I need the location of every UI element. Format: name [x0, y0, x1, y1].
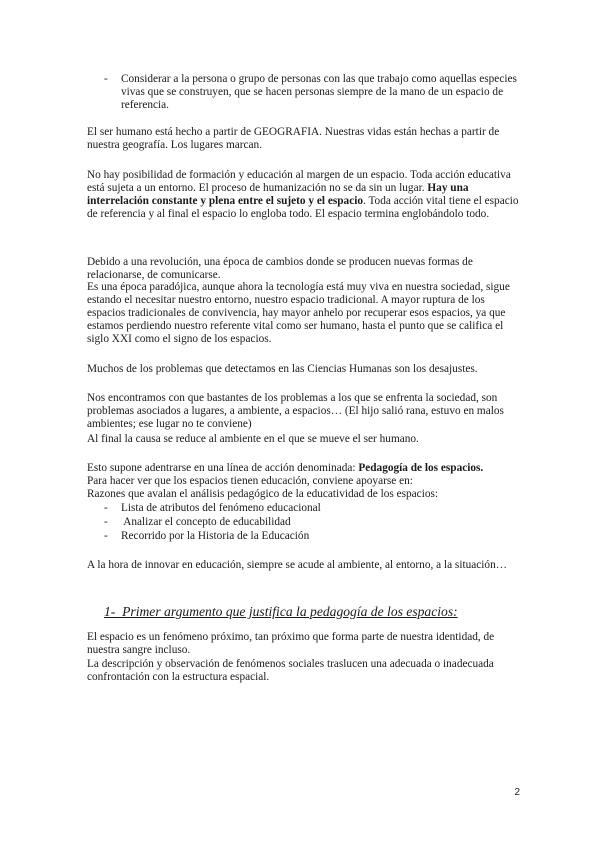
paragraph-pedagogia-text: Esto supone adentrarse en una línea de acción denominada: — [87, 462, 359, 474]
paragraph-desajustes: Muchos de los problemas que detectamos en las Ciencias Humanas son los desajustes. — [87, 363, 478, 375]
list-item: Lista de atributos del fenómeno educacional — [121, 502, 321, 514]
paragraph-geografia: El ser humano está hecho a partir de GEOGRAFIA. Nuestras vidas están hechas a partir de nuestra geografía. Los lugares marcan. — [87, 126, 500, 151]
paragraph-formacion-tail: . Toda acción vital tiene el espacio de referencia y al final el espacio lo engloba todo. El espacio termina englobándolo todo. — [87, 194, 519, 220]
paragraph-pedagogia — [87, 462, 519, 475]
paragraph-formacion-bold: Hay una interrelación constante y plena entre el sujeto y el espacio — [87, 181, 469, 207]
bullet-marker: - — [104, 73, 108, 85]
paragraph-formacion — [87, 169, 519, 221]
paragraph-pedagogia-bold: Pedagogía de los espacios. — [358, 462, 484, 474]
paragraph-revolucion: Debido a una revolución, una época de cambios donde se producen nuevas formas de relacionarse, de comunicarse. — [87, 256, 473, 281]
paragraph-problemas: Nos encontramos con que bastantes de los problemas a los que se enfrenta la sociedad, son problemas asociados a lugares, a ambiente, a espacios… (El hijo salió rana, estuvo en malos ambientes; ese lugar no te conviene) — [87, 392, 504, 430]
paragraph-apoyarse: Para hacer ver que los espacios tienen educación, conviene apoyarse en: — [87, 475, 413, 487]
section-heading: 1- Primer argumento que justifica la pedagogía de los espacios: — [104, 604, 458, 619]
intro-bullet-text: Considerar a la persona o grupo de personas con las que trabajo como aquellas especies vivas que se construyen, que se hacen personas siempre de la mano de un espacio de referencia. — [121, 73, 517, 111]
list-item: Analizar el concepto de educabilidad — [121, 516, 291, 528]
paragraph-causa: Al final la causa se reduce al ambiente en el que se mueve el ser humano. — [87, 433, 419, 445]
page-number: 2 — [514, 787, 520, 798]
paragraph-paradojica: Es una época paradójica, aunque ahora la tecnología está muy viva en nuestra sociedad, sigue estando el necesitar nuestro entorno, nuestro espacio tradicional. A mayor ruptura de los espacios tradicionales de convivencia, hay mayor anhelo por recuperar esos espacios, ya que estamos perdiendo nuestro referente vital como ser humano, hasta el punto que se califica el siglo XXI como el signo de los espacios. — [87, 281, 510, 345]
list-item-marker: - — [104, 530, 108, 542]
list-item-marker: - — [104, 502, 108, 514]
paragraph-razones: Razones que avalan el análisis pedagógico de la educatividad de los espacios: — [87, 488, 439, 500]
paragraph-espacio: El espacio es un fenómeno próximo, tan próximo que forma parte de nuestra identidad, de nuestra sangre incluso. — [87, 631, 495, 656]
paragraph-formacion-text: No hay posibilidad de formación y educación al margen de un espacio. Toda acción educativa está sujeta a un entorno. El proceso de humanización no se da sin un lugar. — [87, 169, 511, 194]
paragraph-innovar: A la hora de innovar en educación, siempre se acude al ambiente, al entorno, a la situación… — [87, 559, 508, 571]
list-item-marker: - — [104, 516, 108, 528]
list-item: Recorrido por la Historia de la Educación — [121, 530, 310, 542]
paragraph-descripcion: La descripción y observación de fenómenos sociales traslucen una adecuada o inadecuada confrontación con la estructura espacial. — [87, 658, 494, 683]
